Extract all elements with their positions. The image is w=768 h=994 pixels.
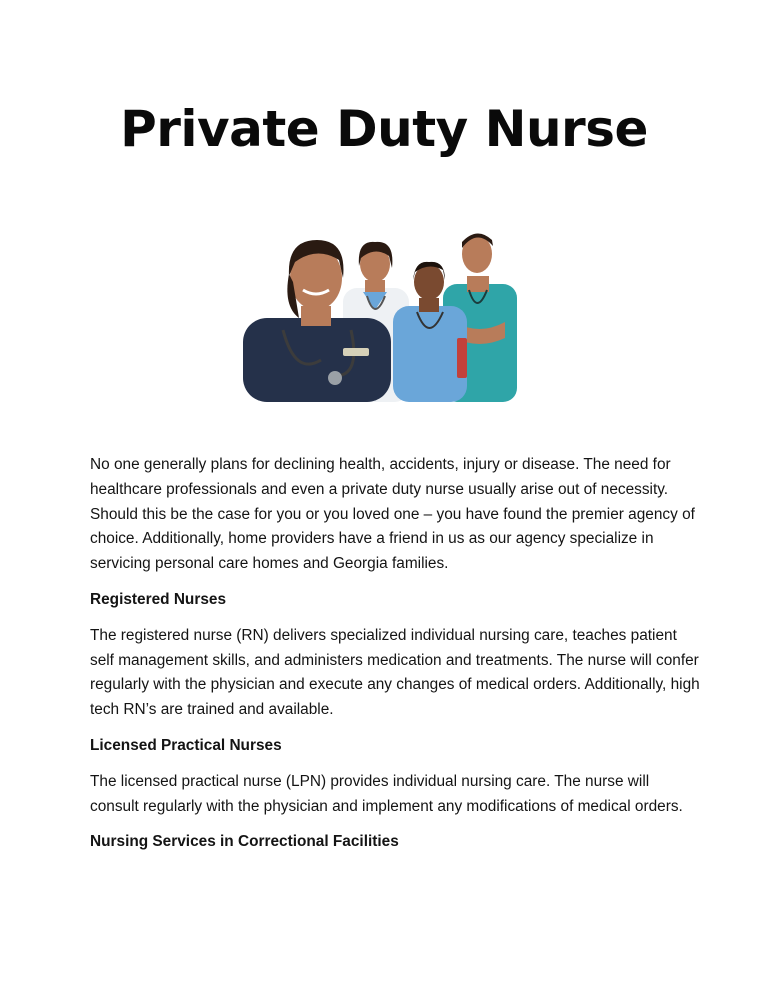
nurse-blue-scrubs-figure — [393, 262, 467, 402]
section-heading-correctional-facilities: Nursing Services in Correctional Facilities — [90, 833, 399, 851]
section-heading-licensed-practical-nurses: Licensed Practical Nurses — [90, 736, 282, 754]
page-title: Private Duty Nurse — [120, 100, 648, 158]
section-body-licensed-practical-nurses: The licensed practical nurse (LPN) provides individual nursing care. The nurse will consult regularly with the physician and implement any modifications of medical orders. — [90, 772, 683, 815]
section-heading-registered-nurses: Registered Nurses — [90, 590, 227, 608]
section-body-registered-nurses: The registered nurse (RN) delivers specialized individual nursing care, teaches patient self management skills, and administers medication and treatments. The nurse will confer regularly with the physician and execute any changes of medical orders. Additionally, high tech RN’s are trained and available. — [90, 626, 700, 719]
intro-paragraph: No one generally plans for declining health, accidents, injury or disease. The need for healthcare professionals and even a private duty nurse usually arise out of necessity. Should this be the case for you or you loved one – you have found the premier agency of choice. Additionally, home providers have a friend in us as our agency specialize in servicing personal care homes and Georgia families. — [90, 456, 695, 573]
article-body — [90, 453, 700, 855]
nurses-group-photo-icon — [243, 226, 523, 402]
